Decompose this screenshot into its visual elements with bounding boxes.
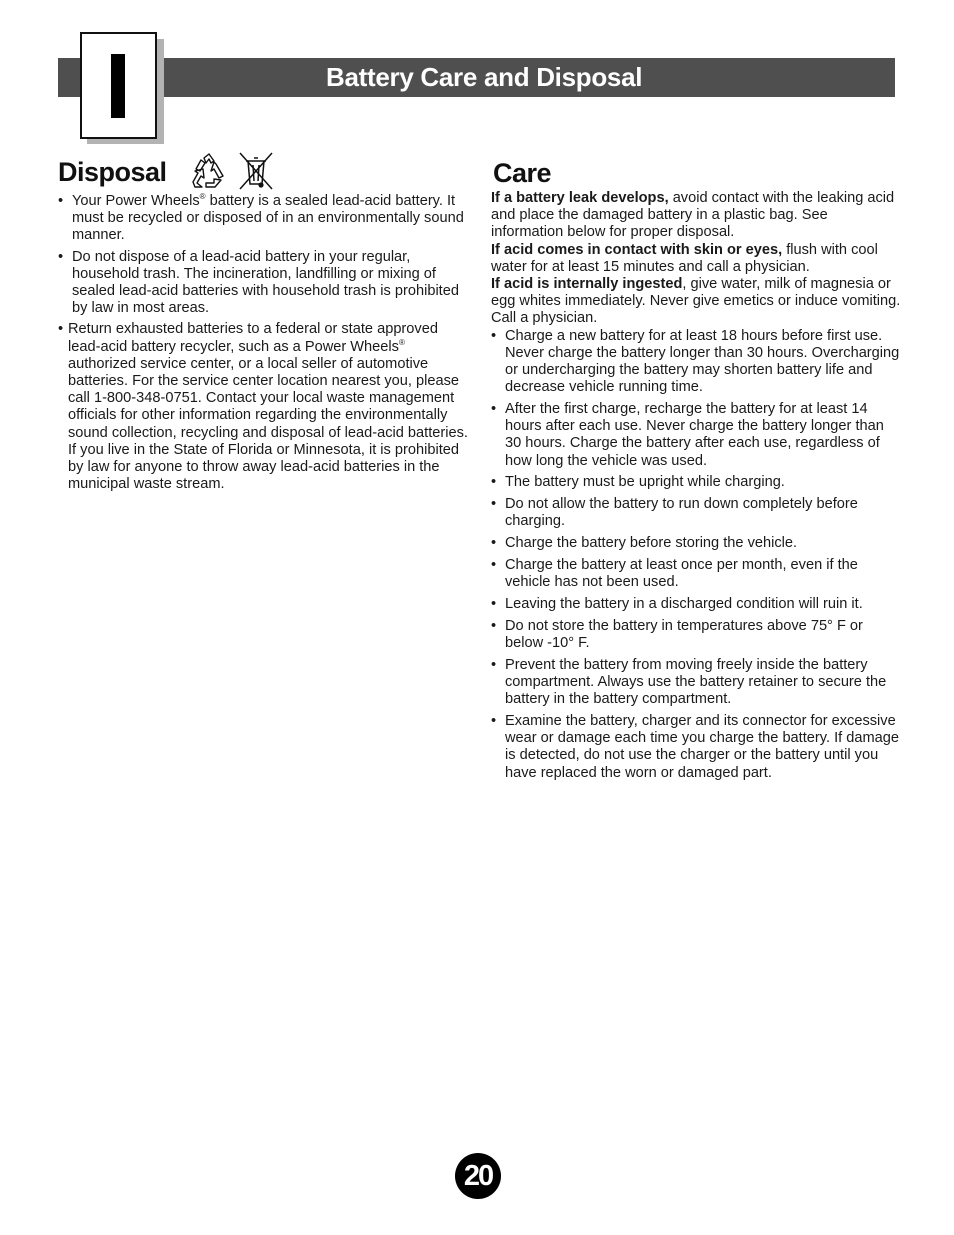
list-item: • Do not dispose of a lead-acid battery in your regular, household trash. The incineration, landfilling or mixing of sealed lead-acid batteries with household trash is prohibited by law in most areas. bbox=[58, 248, 459, 317]
list-item: • Do not allow the battery to run down completely before charging. bbox=[491, 496, 858, 530]
list-item: • Prevent the battery from moving freely inside the battery compartment. Always use the battery retainer to secure the battery in the battery compartment. bbox=[491, 656, 887, 708]
page-title: Battery Care and Disposal bbox=[326, 62, 643, 92]
page-number: 20 bbox=[455, 1153, 501, 1199]
list-item: • After the first charge, recharge the battery for at least 14 hours after each use. Never charge the battery longer than 30 hours. Charge the battery after each use, regardless of how long the vehicle was used. bbox=[491, 401, 884, 469]
list-item: • Examine the battery, charger and its connector for excessive wear or damage each time you charge the battery. If damage is detected, do not use the charger or the battery until you have replaced the worn or damaged part. bbox=[491, 713, 899, 781]
list-item: • Do not store the battery in temperatures above 75° F or below -10° F. bbox=[491, 617, 863, 652]
recycle-icon bbox=[190, 152, 228, 190]
list-item: • Your Power Wheels® battery is a sealed lead-acid battery. It must be recycled or disposed of in an environmentally sound manner. bbox=[58, 192, 464, 244]
crossed-out-wheelie-bin-icon bbox=[238, 151, 274, 191]
warning-paragraph: If a battery leak develops, avoid contact with the leaking acid and place the damaged battery in a plastic bag. See information below for proper disposal. bbox=[491, 190, 895, 241]
disposal-section bbox=[58, 193, 468, 497]
list-item: • Charge the battery at least once per month, even if the vehicle has not been used. bbox=[491, 557, 858, 591]
section-letter bbox=[111, 54, 125, 118]
care-section bbox=[491, 190, 903, 786]
disposal-heading: Disposal bbox=[58, 157, 167, 187]
list-item: • Charge the battery before storing the vehicle. bbox=[491, 535, 798, 552]
list-item: • Charge a new battery for at least 18 hours before first use. Never charge the battery longer than 30 hours. Overcharging or undercharging the battery may shorten battery life and decrease vehicle running time. bbox=[491, 327, 900, 396]
list-item: • The battery must be upright while charging. bbox=[491, 474, 785, 491]
warning-paragraph: If acid comes in contact with skin or eyes, flush with cool water for at least 15 minutes and call a physician. bbox=[491, 241, 878, 275]
list-item: • Leaving the battery in a discharged condition will ruin it. bbox=[491, 596, 863, 613]
list-item: • Return exhausted batteries to a federal or state approved lead-acid battery recycler, such as a Power Wheels® authorized service center, or a local seller of automotive batteries. For the service center location nearest you, please call 1-800-348-0751. Contact your local waste management officials for other information regarding the environmentally sound collection, recycling and disposal of lead-acid batteries. If you live in the State of Florida or Minnesota, it is prohibited by law for anyone to throw away lead-acid batteries in the municipal waste stream. bbox=[58, 321, 468, 493]
care-heading: Care bbox=[493, 158, 552, 188]
warning-paragraph: If acid is internally ingested, give water, milk of magnesia or egg whites immediately. Never give emetics or induce vomiting. Call a physician. bbox=[491, 276, 901, 327]
